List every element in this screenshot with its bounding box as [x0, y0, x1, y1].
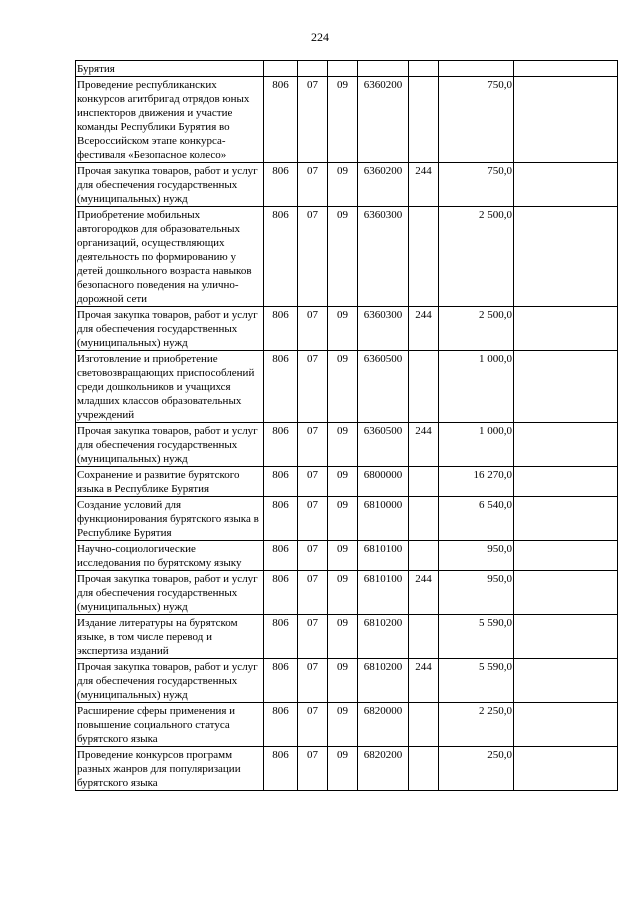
extra-amount-cell	[514, 571, 618, 615]
expense-type-code-cell	[409, 61, 439, 77]
target-article-code-cell: 6360500	[358, 423, 409, 467]
target-article-code-cell: 6810100	[358, 541, 409, 571]
expense-name-cell: Бурятия	[76, 61, 264, 77]
table-row	[76, 351, 618, 423]
table-row	[76, 615, 618, 659]
department-code-cell: 806	[264, 77, 298, 163]
department-code-cell: 806	[264, 541, 298, 571]
section-code-cell: 07	[298, 497, 328, 541]
department-code-cell: 806	[264, 615, 298, 659]
amount-cell: 5 590,0	[439, 659, 514, 703]
amount-cell: 1 000,0	[439, 351, 514, 423]
target-article-code-cell: 6360500	[358, 351, 409, 423]
department-code-cell: 806	[264, 703, 298, 747]
expense-name-cell: Проведение республиканских конкурсов агитбригад отрядов юных инспекторов движения и участие команды Республики Бурятия во Всероссийском этапе конкурса-фестиваля «Безопасное колесо»	[76, 77, 264, 163]
table-row	[76, 659, 618, 703]
expense-type-code-cell: 244	[409, 163, 439, 207]
expense-type-code-cell: 244	[409, 423, 439, 467]
extra-amount-cell	[514, 423, 618, 467]
expense-type-code-cell	[409, 207, 439, 307]
amount-cell: 2 500,0	[439, 307, 514, 351]
subsection-code-cell: 09	[328, 497, 358, 541]
department-code-cell: 806	[264, 307, 298, 351]
target-article-code-cell: 6810000	[358, 497, 409, 541]
subsection-code-cell: 09	[328, 659, 358, 703]
department-code-cell: 806	[264, 207, 298, 307]
expense-type-code-cell	[409, 703, 439, 747]
section-code-cell: 07	[298, 541, 328, 571]
expense-name-cell: Прочая закупка товаров, работ и услуг для обеспечения государственных (муниципальных) нужд	[76, 307, 264, 351]
department-code-cell: 806	[264, 351, 298, 423]
extra-amount-cell	[514, 163, 618, 207]
section-code-cell	[298, 61, 328, 77]
table-row	[76, 497, 618, 541]
subsection-code-cell: 09	[328, 571, 358, 615]
expense-name-cell: Научно-социологические исследования по бурятскому языку	[76, 541, 264, 571]
expense-name-cell: Расширение сферы применения и повышение социального статуса бурятского языка	[76, 703, 264, 747]
department-code-cell: 806	[264, 571, 298, 615]
target-article-code-cell: 6800000	[358, 467, 409, 497]
department-code-cell: 806	[264, 163, 298, 207]
section-code-cell: 07	[298, 703, 328, 747]
amount-cell: 750,0	[439, 163, 514, 207]
expense-type-code-cell	[409, 497, 439, 541]
extra-amount-cell	[514, 207, 618, 307]
budget-table	[75, 60, 618, 791]
expense-name-cell: Прочая закупка товаров, работ и услуг для обеспечения государственных (муниципальных) нужд	[76, 163, 264, 207]
amount-cell: 2 250,0	[439, 703, 514, 747]
section-code-cell: 07	[298, 307, 328, 351]
expense-name-cell: Издание литературы на бурятском языке, в том числе перевод и экспертиза изданий	[76, 615, 264, 659]
table-row	[76, 747, 618, 791]
amount-cell: 950,0	[439, 541, 514, 571]
table-row	[76, 77, 618, 163]
department-code-cell: 806	[264, 497, 298, 541]
extra-amount-cell	[514, 307, 618, 351]
target-article-code-cell: 6820000	[358, 703, 409, 747]
expense-name-cell: Прочая закупка товаров, работ и услуг для обеспечения государственных (муниципальных) нужд	[76, 571, 264, 615]
subsection-code-cell: 09	[328, 163, 358, 207]
table-row	[76, 467, 618, 497]
expense-name-cell: Прочая закупка товаров, работ и услуг для обеспечения государственных (муниципальных) нужд	[76, 659, 264, 703]
section-code-cell: 07	[298, 423, 328, 467]
extra-amount-cell	[514, 467, 618, 497]
target-article-code-cell: 6360200	[358, 77, 409, 163]
table-row	[76, 207, 618, 307]
page-number: 224	[311, 30, 329, 44]
extra-amount-cell	[514, 61, 618, 77]
section-code-cell: 07	[298, 351, 328, 423]
expense-type-code-cell	[409, 351, 439, 423]
target-article-code-cell: 6360300	[358, 207, 409, 307]
department-code-cell: 806	[264, 747, 298, 791]
extra-amount-cell	[514, 615, 618, 659]
subsection-code-cell: 09	[328, 615, 358, 659]
expense-type-code-cell	[409, 467, 439, 497]
section-code-cell: 07	[298, 659, 328, 703]
extra-amount-cell	[514, 747, 618, 791]
amount-cell: 950,0	[439, 571, 514, 615]
subsection-code-cell: 09	[328, 207, 358, 307]
extra-amount-cell	[514, 541, 618, 571]
amount-cell: 1 000,0	[439, 423, 514, 467]
section-code-cell: 07	[298, 467, 328, 497]
subsection-code-cell: 09	[328, 423, 358, 467]
expense-name-cell: Сохранение и развитие бурятского языка в Республике Бурятия	[76, 467, 264, 497]
department-code-cell	[264, 61, 298, 77]
target-article-code-cell: 6810200	[358, 615, 409, 659]
extra-amount-cell	[514, 77, 618, 163]
expense-type-code-cell	[409, 747, 439, 791]
expense-type-code-cell	[409, 615, 439, 659]
extra-amount-cell	[514, 703, 618, 747]
extra-amount-cell	[514, 351, 618, 423]
section-code-cell: 07	[298, 571, 328, 615]
subsection-code-cell	[328, 61, 358, 77]
subsection-code-cell: 09	[328, 747, 358, 791]
table-row	[76, 703, 618, 747]
subsection-code-cell: 09	[328, 467, 358, 497]
expense-name-cell: Прочая закупка товаров, работ и услуг для обеспечения государственных (муниципальных) нужд	[76, 423, 264, 467]
amount-cell: 16 270,0	[439, 467, 514, 497]
table-row	[76, 61, 618, 77]
amount-cell: 2 500,0	[439, 207, 514, 307]
expense-name-cell: Изготовление и приобретение световозвращающих приспособлений среди дошкольников и учащихся младших классов образовательных учреждений	[76, 351, 264, 423]
subsection-code-cell: 09	[328, 307, 358, 351]
expense-name-cell: Приобретение мобильных автогородков для образовательных организаций, осуществляющих деятельность по формированию у детей дошкольного возраста навыков безопасного поведения на улично-дорожной сети	[76, 207, 264, 307]
section-code-cell: 07	[298, 163, 328, 207]
table-row	[76, 307, 618, 351]
target-article-code-cell: 6820200	[358, 747, 409, 791]
table-row	[76, 423, 618, 467]
table-row	[76, 571, 618, 615]
target-article-code-cell	[358, 61, 409, 77]
amount-cell	[439, 61, 514, 77]
table-row	[76, 541, 618, 571]
expense-type-code-cell: 244	[409, 571, 439, 615]
target-article-code-cell: 6810200	[358, 659, 409, 703]
section-code-cell: 07	[298, 615, 328, 659]
section-code-cell: 07	[298, 77, 328, 163]
extra-amount-cell	[514, 659, 618, 703]
expense-type-code-cell	[409, 541, 439, 571]
amount-cell: 250,0	[439, 747, 514, 791]
amount-cell: 750,0	[439, 77, 514, 163]
subsection-code-cell: 09	[328, 77, 358, 163]
department-code-cell: 806	[264, 659, 298, 703]
table-row	[76, 163, 618, 207]
department-code-cell: 806	[264, 467, 298, 497]
expense-name-cell: Создание условий для функционирования бурятского языка в Республике Бурятия	[76, 497, 264, 541]
expense-name-cell: Проведение конкурсов программ разных жанров для популяризации бурятского языка	[76, 747, 264, 791]
department-code-cell: 806	[264, 423, 298, 467]
subsection-code-cell: 09	[328, 703, 358, 747]
target-article-code-cell: 6360200	[358, 163, 409, 207]
subsection-code-cell: 09	[328, 541, 358, 571]
amount-cell: 6 540,0	[439, 497, 514, 541]
subsection-code-cell: 09	[328, 351, 358, 423]
section-code-cell: 07	[298, 747, 328, 791]
target-article-code-cell: 6360300	[358, 307, 409, 351]
budget-table-body	[76, 61, 618, 791]
target-article-code-cell: 6810100	[358, 571, 409, 615]
expense-type-code-cell: 244	[409, 307, 439, 351]
extra-amount-cell	[514, 497, 618, 541]
amount-cell: 5 590,0	[439, 615, 514, 659]
expense-type-code-cell	[409, 77, 439, 163]
expense-type-code-cell: 244	[409, 659, 439, 703]
section-code-cell: 07	[298, 207, 328, 307]
